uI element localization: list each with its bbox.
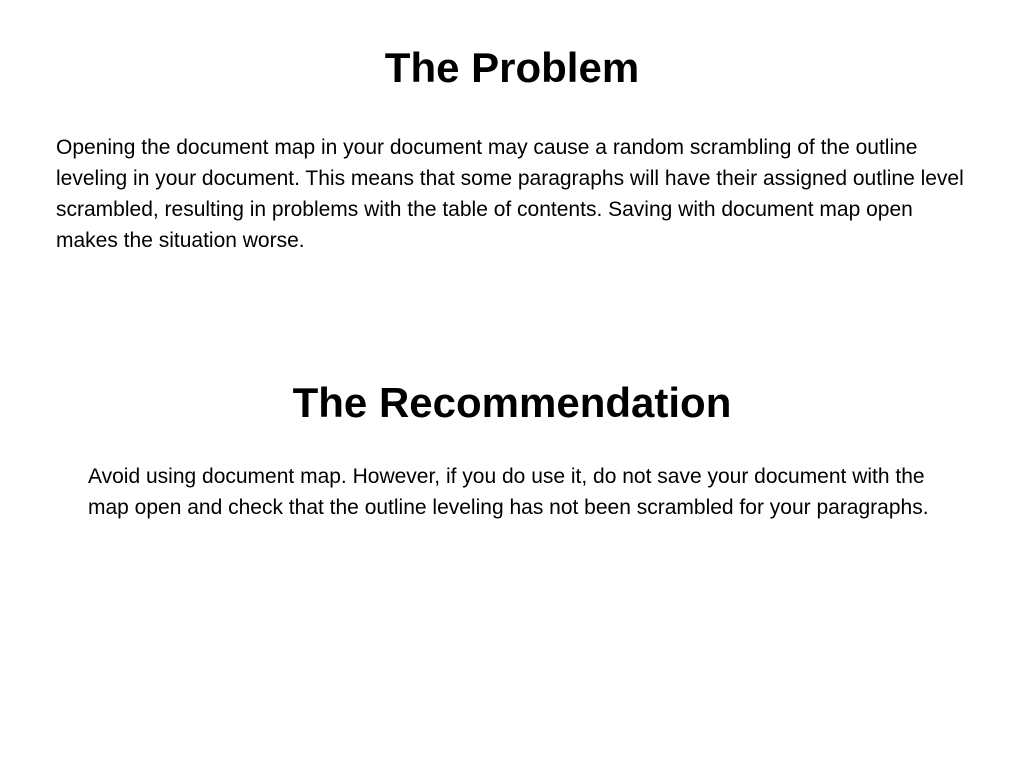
problem-paragraph: Opening the document map in your document may cause a random scrambling of the outline leveling in your document. This means that some paragraphs will have their assigned outline level scrambled, resulting in problems with the table of contents. Saving with document map open makes the situation worse. [56,136,964,252]
recommendation-paragraph: Avoid using document map. However, if you do use it, do not save your document with the map open and check that the outline leveling has not been scrambled for your paragraphs. [88,465,929,519]
recommendation-heading: The Recommendation [292,379,732,426]
problem-heading: The Problem [384,44,640,91]
